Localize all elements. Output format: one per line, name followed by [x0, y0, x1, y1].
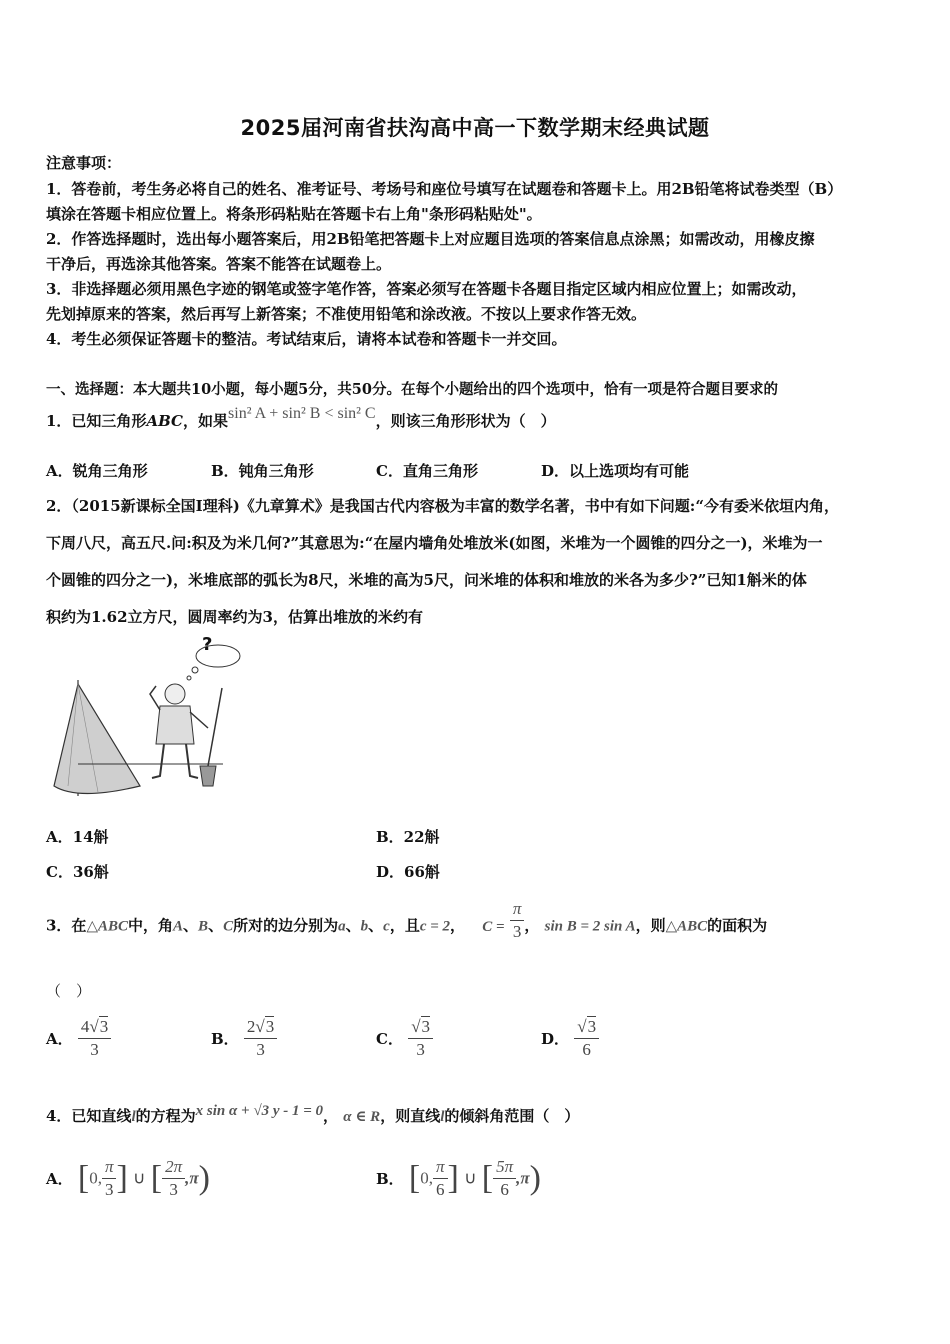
- notice-line: 先划掉原来的答案，然后再写上新答案；不准使用铅笔和涂改液。不按以上要求作答无效。: [46, 305, 647, 323]
- q1-option-c[interactable]: C．直角三角形: [376, 462, 478, 480]
- question-mark: ?: [202, 636, 213, 655]
- q3-option-a[interactable]: A． $\frac{4√3}{3}$: [46, 1016, 111, 1061]
- notice-line: 填涂在答题卡相应位置上。将条形码粘贴在答题卡右上角"条形码粘贴处"。: [46, 205, 542, 223]
- rice-pile-cone: [54, 684, 140, 794]
- q3-option-a-value: $\frac{4√3}{3}$: [78, 1016, 111, 1061]
- thought-bubble: [192, 667, 198, 673]
- q4-option-b[interactable]: B． [0, $\frac{\pi}{6}$ ] ∪ [ $\frac{5\pi}{6}$ ,π): [376, 1157, 541, 1199]
- notice-line: 3．非选择题必须用黑色字迹的钢笔或签字笔作答，答案必须写在答题卡各题目指定区域内相应位置上；如需改动，: [46, 280, 807, 298]
- notice-heading: 注意事项：: [46, 154, 122, 172]
- q1-formula: sin² A + sin² B < sin² C: [228, 405, 376, 422]
- shovel-handle: [208, 688, 222, 766]
- person-body: [156, 706, 194, 744]
- page-title: 2025届河南省扶沟高中高一下数学期末经典试题: [240, 116, 710, 140]
- question-2-line: 下周八尺，高五尺.问:积及为米几何?”其意思为:“在屋内墙角处堆放米(如图，米堆为一个圆锥的四分之一)，米堆为一: [46, 534, 823, 552]
- q3-option-b[interactable]: B． $\frac{2√3}{3}$: [211, 1016, 277, 1061]
- q1-option-d[interactable]: D．以上选项均有可能: [541, 462, 690, 480]
- q3-option-c-value: $\frac{√3}{3}$: [408, 1016, 433, 1061]
- notice-line: 1．答卷前，考生务必将自己的姓名、准考证号、考场号和座位号填写在试题卷和答题卡上。用2B铅笔将试卷类型（B）: [46, 180, 843, 198]
- q3-answer-blank: （ ）: [46, 982, 92, 1000]
- q2-option-d[interactable]: D．66斛: [376, 863, 440, 881]
- person-leg: [152, 744, 164, 778]
- question-2-line: 2．（2015新课标全国I理科)《九章算术》是我国古代内容极为丰富的数学名著，书中有如下问题:“今有委米依垣内角，: [46, 497, 839, 515]
- q1-option-a[interactable]: A．锐角三角形: [46, 462, 148, 480]
- q4-option-a[interactable]: A． [0, $\frac{\pi}{3}$ ] ∪ [ $\frac{2\pi}{3}$ ,π): [46, 1157, 210, 1199]
- q4-equation: x sin α + √3 y - 1 = 0: [195, 1103, 324, 1119]
- q2-option-a[interactable]: A．14斛: [46, 828, 109, 846]
- notice-line: 2．作答选择题时，选出每小题答案后，用2B铅笔把答题卡上对应题目选项的答案信息点涂黑；如需改动，用橡皮擦: [46, 230, 815, 248]
- person-leg: [186, 744, 198, 778]
- q3-option-c[interactable]: C． $\frac{√3}{3}$: [376, 1016, 433, 1061]
- shovel-blade: [200, 766, 216, 786]
- thought-bubble: [187, 676, 191, 680]
- question-2-line: 个圆锥的四分之一)，米堆底部的弧长为8尺，米堆的高为5尺，问米堆的体积和堆放的米各为多少?”已知1斛米的体: [46, 571, 807, 589]
- q2-option-c[interactable]: C．36斛: [46, 863, 109, 881]
- q1-option-b[interactable]: B．钝角三角形: [211, 462, 314, 480]
- rice-pile-figure: [48, 636, 248, 802]
- q3-option-d-value: $\frac{√3}{6}$: [574, 1016, 599, 1061]
- question-1: 1．已知三角形ABC，如果sin² A + sin² B < sin² C，则该三角形形状为（ ）: [46, 405, 556, 430]
- person-arm: [190, 712, 208, 728]
- notice-line: 4．考生必须保证答题卡的整洁。考试结束后，请将本试卷和答题卡一并交回。: [46, 330, 567, 348]
- q3-option-b-value: $\frac{2√3}{3}$: [244, 1016, 277, 1061]
- person-head: [165, 684, 185, 704]
- section-heading: 一、选择题：本大题共10小题，每小题5分，共50分。在每个小题给出的四个选项中，恰有一项是符合题目要求的: [46, 381, 778, 398]
- q3-fraction: $\frac{\pi}{3}$: [510, 898, 525, 943]
- q3-option-d[interactable]: D． $\frac{√3}{6}$: [541, 1016, 599, 1061]
- person-arm: [150, 686, 160, 710]
- question-2-line: 积约为1.62立方尺，圆周率约为3，估算出堆放的米约有: [46, 608, 423, 626]
- question-3: 3．在△ABC中，角A、B、C所对的边分别为a、b、c，且c = 2， C = $\frac{\pi}{3}$ ， sin B = 2 sin A，则△ABC的面积为: [46, 899, 768, 941]
- q2-option-b[interactable]: B．22斛: [376, 828, 440, 846]
- notice-line: 干净后，再选涂其他答案。答案不能答在试题卷上。: [46, 255, 392, 273]
- question-4: 4．已知直线l的方程为x sin α + √3 y - 1 = 0， α ∈ R，则直线l的倾斜角范围（ ）: [46, 1103, 580, 1125]
